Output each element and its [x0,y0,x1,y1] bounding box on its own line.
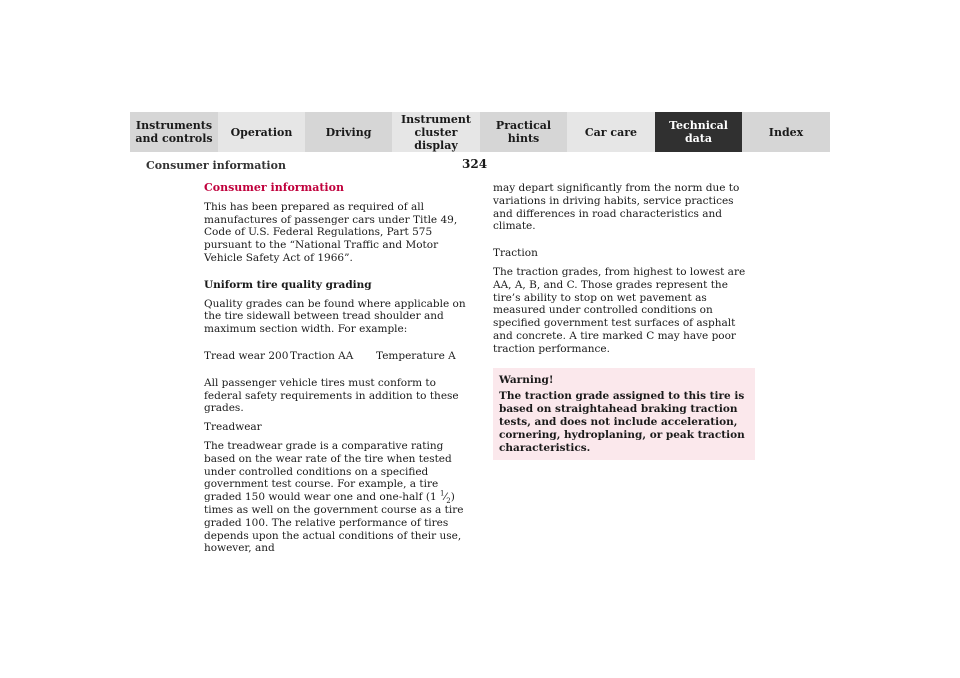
page-number: 324 [462,157,488,171]
tab-technical-data[interactable] [655,112,742,152]
tab-label: data [684,132,713,145]
tab-label: cluster display [414,125,458,152]
tab-label: Instrument [401,112,471,126]
warning-text: The traction grade assigned to this tire is based on straightahead braking traction tests, and does not include acceleration, cornering, hydroplaning, or peak traction characteristics. [499,390,745,454]
tab-label: Car care [584,125,638,139]
tab-label: and controls [135,132,213,145]
treadwear-paragraph: The treadwear grade is a comparative rating based on the wear rate of the tire when tested under controlled conditions on a specified government test course. For example, a tire graded 150 would wear one and one-half (1 $^1⁄_2$) times as well on the government course as a tire graded 100. The relative performance of tires depends upon the actual conditions of their use, however, and [204,439,464,555]
treadwear-text: ) times as well on the government course as a tire graded 100. The relative performance of tires depends upon the actual conditions of their use, however, and [204,491,464,555]
section-tab-bar [130,112,830,152]
tab-label: Practical hints [495,119,552,145]
tab-instruments-and-controls[interactable] [130,112,218,152]
traction-label: Traction [493,247,538,260]
fraction-numerator: 1 [439,489,445,498]
treadwear-label: Treadwear [204,421,262,434]
left-column [204,182,466,561]
tab-operation[interactable] [218,112,305,152]
tab-index[interactable] [742,112,830,152]
tab-label: Technical [669,119,728,132]
example-traction: Traction AA [290,349,354,362]
tab-driving[interactable] [305,112,392,152]
tab-label: Index [768,125,804,139]
intro-paragraph: This has been prepared as required of all manufactures of passenger cars under Title 49, Code of U.S. Federal Regulations, Part 575 pursuant to the “National Traffic and Motor Vehicle Safety Act of 1966”. [204,200,458,264]
section-title: Consumer information [204,181,344,194]
tab-practical-hints[interactable] [480,112,567,152]
warning-title: Warning! [499,373,554,386]
tab-car-care[interactable] [567,112,655,152]
fraction-denominator: 2 [446,497,451,506]
grading-paragraph: Quality grades can be found where applicable on the tire sidewall between tread shoulder and maximum section width. For example: [204,297,466,336]
grading-heading: Uniform tire quality grading [204,278,372,291]
tab-label: Instruments [135,119,213,132]
tab-instrument-cluster-display[interactable] [392,112,480,152]
conform-paragraph: All passenger vehicle tires must conform to federal safety requirements in addition to these grades. [204,376,459,415]
treadwear-text: The treadwear grade is a comparative rating based on the wear rate of the tire when tested under controlled conditions on a specified government test course. For example, a tire graded 150 would wear one and one-half (1 [204,439,452,504]
warning-box [493,368,755,461]
grade-example [204,350,466,363]
right-column [493,182,755,460]
example-treadwear: Tread wear 200 [204,349,289,362]
continuation-paragraph: may depart significantly from the norm due to variations in driving habits, service practices and differences in road characteristics and climate. [493,182,740,233]
example-temperature: Temperature A [376,349,456,362]
tab-label: Driving [325,125,372,139]
running-header-title: Consumer information [146,159,286,172]
tab-label: Operation [230,125,293,139]
traction-paragraph: The traction grades, from highest to lowest are AA, A, B, and C. Those grades represent the tire’s ability to stop on wet pavement as measured under controlled conditions on specified government test surfaces of asphalt and concrete. A tire marked C may have poor traction performance. [493,265,746,355]
